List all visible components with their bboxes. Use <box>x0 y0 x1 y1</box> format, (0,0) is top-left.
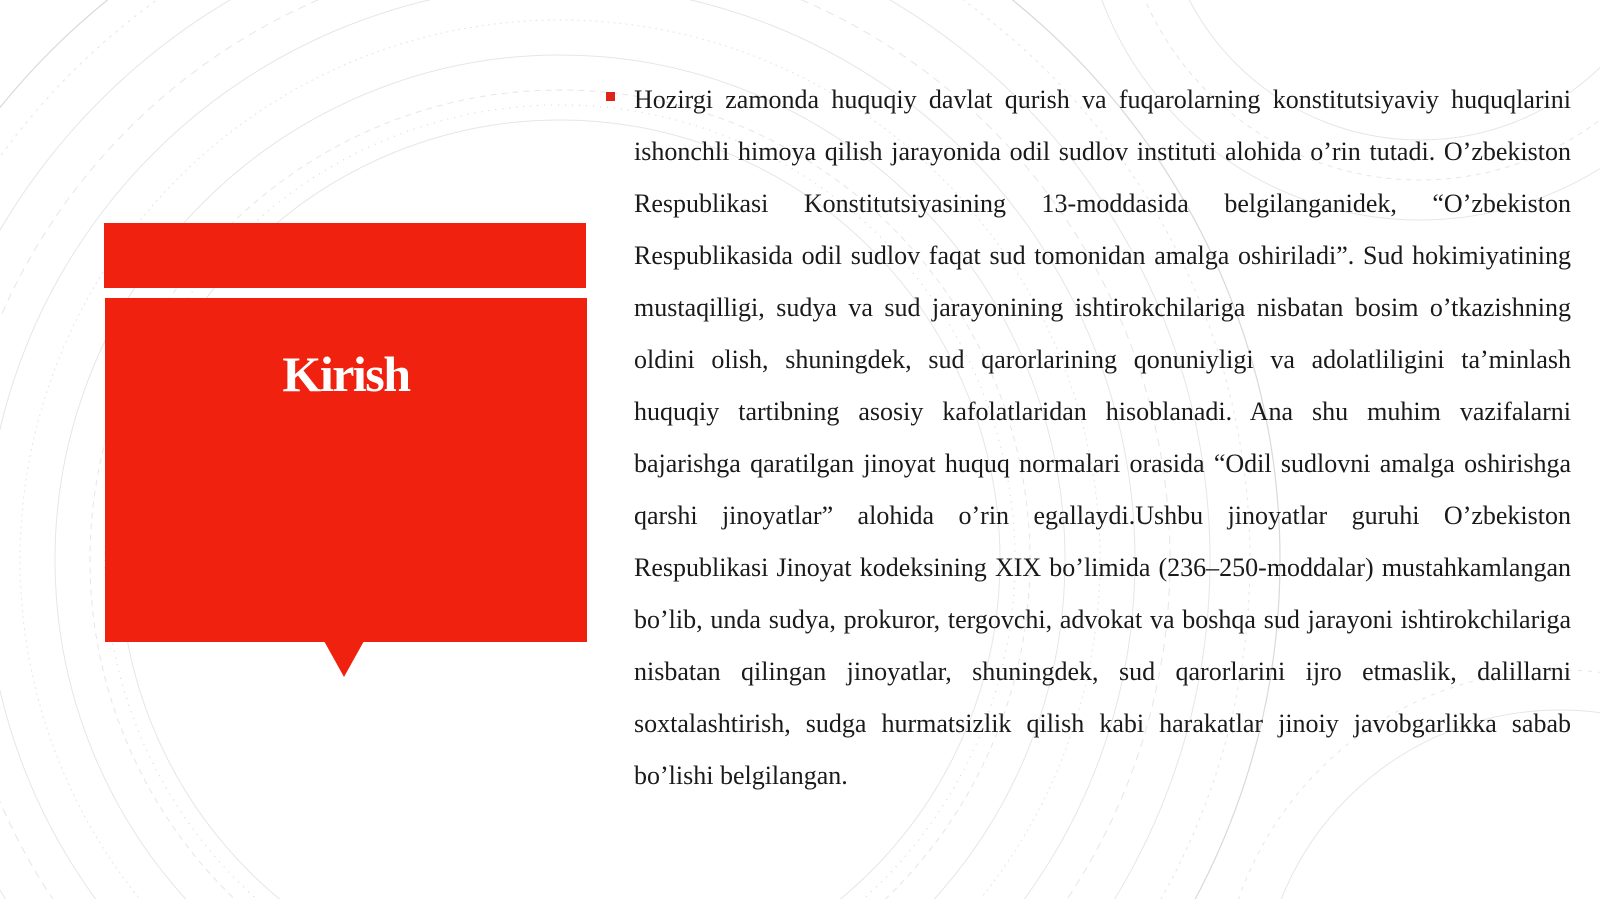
callout-pointer <box>324 641 364 677</box>
slide-title: Kirish <box>282 346 410 402</box>
title-accent-bar <box>104 223 586 288</box>
body-paragraph: Hozirgi zamonda huquqiy davlat qurish va fuqarolarning konstitutsiyaviy huquqlarini ishonchli himoya qilish jarayonida odil sudlov instituti alohida o’rin tutadi. O’zbekiston Respublikasi Konstitutsiyasining 13-moddasida belgilanganidek, “O’zbekiston Respublikasida odil sudlov faqat sud tomonidan amalga oshiriladi”. Sud hokimiyatining mustaqilligi, sudya va sud jarayonining ishtirokchilariga nisbatan bosim o’tkazishning oldini olish, shuningdek, sud qarorlarining qonuniyligi va adolatliligini ta’minlash huquqiy tartibning asosiy kafolatlaridan hisoblanadi. Ana shu muhim vazifalarni bajarishga qaratilgan jinoyat huquq normalari orasida “Odil sudlovni amalga oshirishga qarshi jinoyatlar” alohida o’rin egallaydi.Ushbu jinoyatlar guruhi O’zbekiston Respublikasi Jinoyat kodeksining XIX bo’limida (236–250-moddalar) mustahkamlangan bo’lib, unda sudya, prokuror, tergovchi, advokat va boshqa sud jarayoni ishtirokchilariga nisbatan qilingan jinoyatlar, shuningdek, sud qarorlarini ijro etmaslik, dalillarni soxtalashtirish, sudga hurmatsizlik qilish kabi harakatlar jinoiy javobgarlikka sabab bo’lishi belgilangan. <box>634 85 1571 790</box>
square-bullet-icon <box>606 92 615 101</box>
